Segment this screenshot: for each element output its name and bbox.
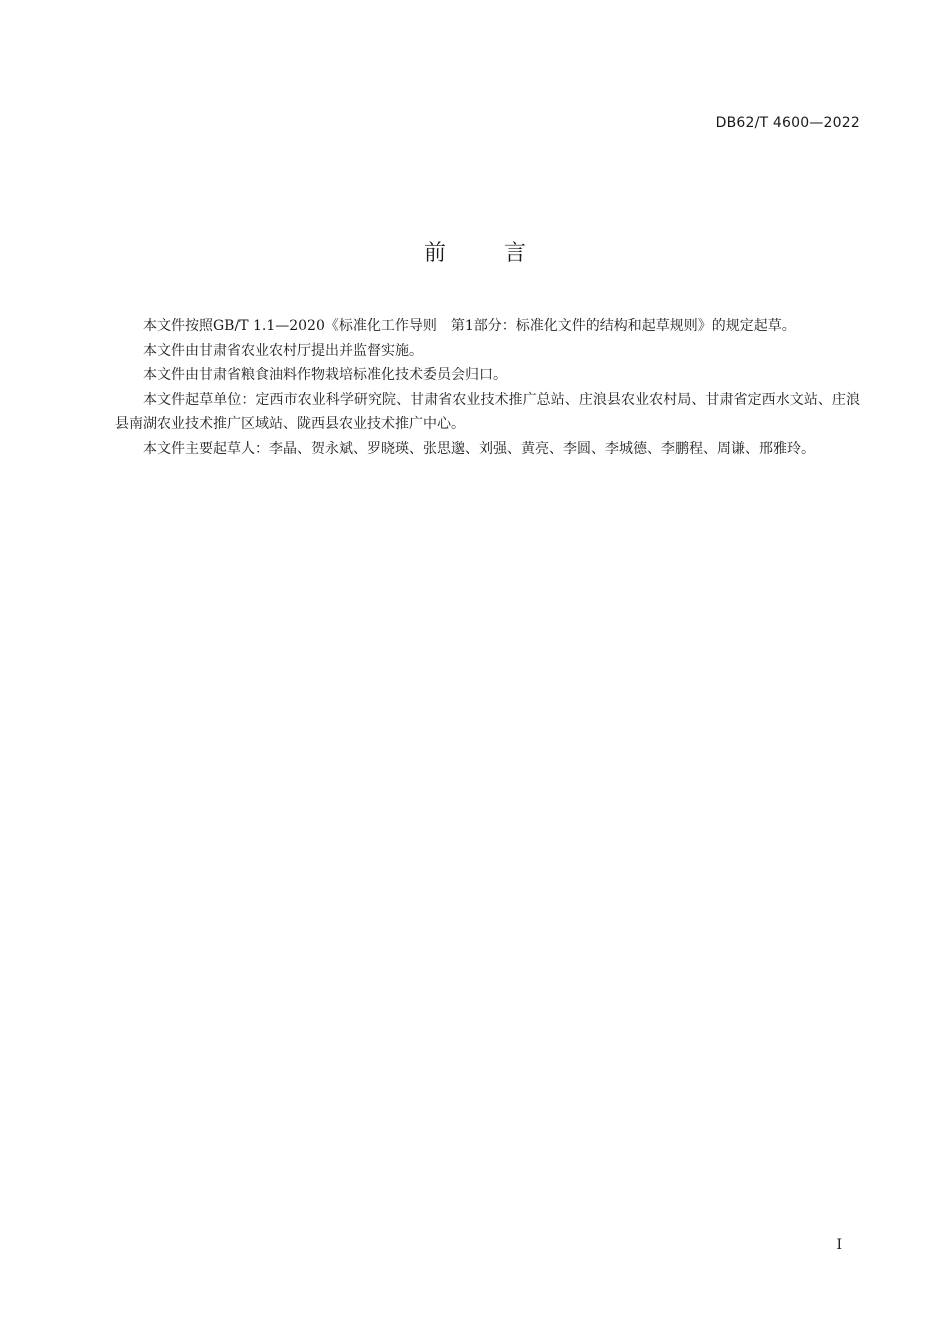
page-number: I — [836, 1237, 842, 1253]
document-code: DB62/T 4600—2022 — [715, 115, 860, 131]
paragraph-drafters: 本文件主要起草人：李晶、贺永斌、罗晓瑛、张思邈、刘强、黄亮、李圆、李城德、李鹏程、周谦、邢雅玲。 — [143, 440, 815, 457]
paragraph-committee: 本文件由甘肃省粮食油料作物栽培标准化技术委员会归口。 — [143, 367, 507, 383]
paragraph-drafting-rules: 本文件按照GB/T 1.1—2020《标准化工作导则 第1部分：标准化文件的结构和起草规则》的规定起草。 — [143, 318, 796, 334]
paragraph-drafting-units: 本文件起草单位：定西市农业科学研究院、甘肃省农业技术推广总站、庄浪县农业农村局、甘肃省定西水文站、庄浪县南湖农业技术推广区域站、陇西县农业技术推广中心。 — [115, 391, 860, 432]
foreword-body — [115, 314, 860, 461]
page-title: 前言 — [423, 241, 584, 266]
paragraph-proposer: 本文件由甘肃省农业农村厅提出并监督实施。 — [143, 342, 423, 359]
